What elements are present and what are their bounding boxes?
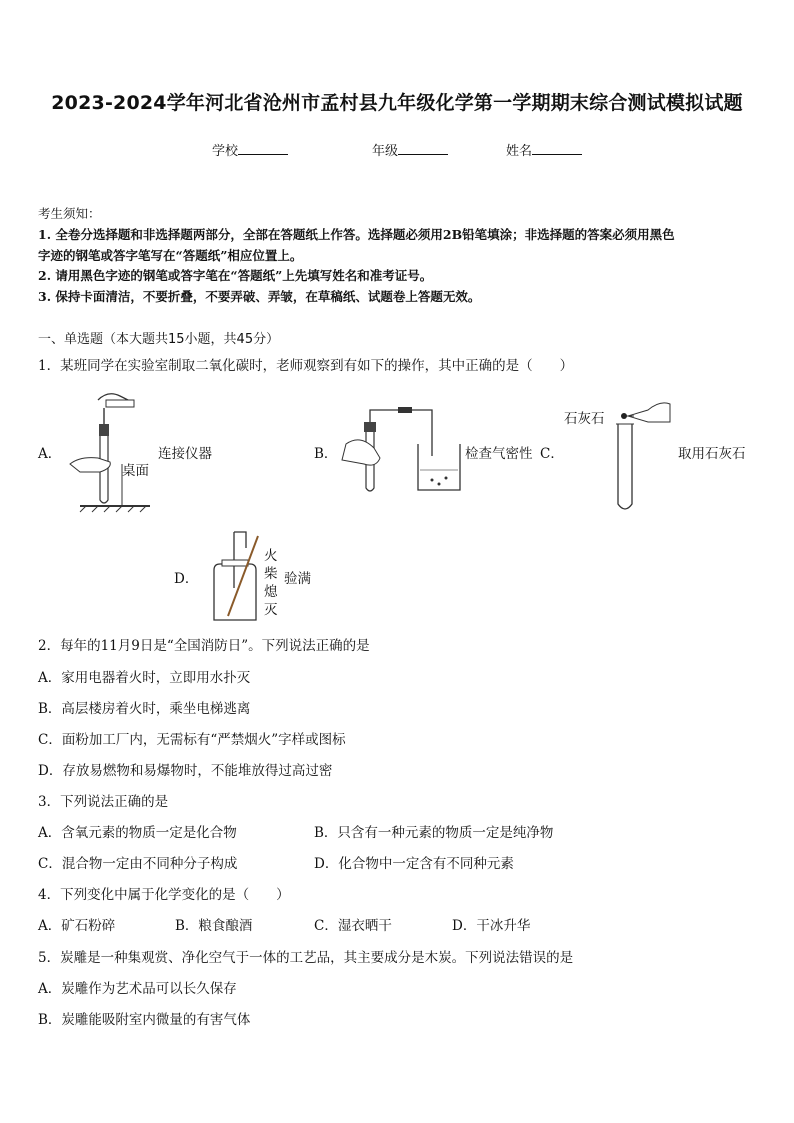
q1-option-b-letter: B．: [314, 446, 338, 462]
q1-a-caption: 连接仪器: [158, 446, 212, 462]
q1-d-match-char-1: 火: [264, 548, 278, 564]
school-blank[interactable]: [238, 142, 288, 155]
school-label: 学校: [212, 144, 239, 159]
q3-option-a: A．含氧元素的物质一定是化合物: [38, 825, 237, 841]
q2-option-b: B．高层楼房着火时，乘坐电梯逃离: [38, 701, 251, 717]
grade-label: 年级: [372, 144, 399, 159]
q5-stem: 5．炭雕是一种集观赏、净化空气于一体的工艺品，其主要成分是木炭。下列说法错误的是: [38, 950, 574, 966]
q1-d-gas-jar-figure: [206, 528, 266, 624]
q1-d-match-label: [264, 547, 278, 619]
notice-line-2: 2. 请用黑色字迹的钢笔或答字笔在“答题纸”上先填写姓名和准考证号。: [38, 268, 433, 283]
notice-line-1a: 1. 全卷分选择题和非选择题两部分，全部在答题纸上作答。选择题必须用2B铅笔填涂；非选择题的答案必须用黑色: [38, 227, 675, 242]
q5-option-a: A．炭雕作为艺术品可以长久保存: [38, 981, 237, 997]
q3-option-c: C．混合物一定由不同种分子构成: [38, 856, 238, 872]
q2-option-d: D．存放易燃物和易爆物时，不能堆放得过高过密: [38, 763, 333, 779]
q1-option-a-letter: A．: [38, 446, 62, 462]
q1-option-d-letter: D．: [174, 571, 199, 587]
q3-option-d: D．化合物中一定含有不同种元素: [314, 856, 514, 872]
section-heading: 一、单选题（本大题共15小题，共45分）: [38, 332, 280, 347]
q4-stem: 4．下列变化中属于化学变化的是（ ）: [38, 887, 290, 903]
q1-b-caption: 检查气密性: [465, 446, 533, 462]
notice-line-3: 3. 保持卡面清洁，不要折叠，不要弄破、弄皱，在草稿纸、试题卷上答题无效。: [38, 289, 481, 304]
q1-a-apparatus-figure: [80, 388, 160, 510]
q3-stem: 3．下列说法正确的是: [38, 794, 169, 810]
q1-c-caption: 取用石灰石: [678, 446, 746, 462]
q1-b-airtightness-figure: [340, 404, 465, 496]
q1-d-match-char-4: 灭: [264, 602, 278, 618]
q2-option-a: A．家用电器着火时，立即用水扑灭: [38, 670, 251, 686]
q1-d-match-char-2: 柴: [264, 566, 278, 582]
notice-heading: 考生须知：: [38, 206, 101, 221]
name-blank[interactable]: [532, 142, 582, 155]
notice-line-1b: 字迹的钢笔或答字笔写在“答题纸”相应位置上。: [38, 248, 303, 263]
page-title: 2023-2024学年河北省沧州市孟村县九年级化学第一学期期末综合测试模拟试题: [51, 92, 743, 114]
name-field: [506, 140, 582, 159]
q1-d-match-char-3: 熄: [264, 584, 278, 600]
q2-option-c: C．面粉加工厂内，无需标有“严禁烟火”字样或图标: [38, 732, 346, 748]
grade-blank[interactable]: [398, 142, 448, 155]
q4-option-d: D．干冰升华: [452, 918, 531, 934]
q1-c-limestone-figure: [604, 396, 676, 514]
school-field: [212, 140, 288, 159]
q3-option-b: B．只含有一种元素的物质一定是纯净物: [314, 825, 554, 841]
q4-option-b: B．粮食酿酒: [175, 918, 253, 934]
q2-stem: 2．每年的11月9日是“全国消防日”。下列说法正确的是: [38, 638, 370, 654]
q4-option-a: A．矿石粉碎: [38, 918, 116, 934]
q1-option-c-letter: C．: [540, 446, 564, 462]
q1-stem: 1．某班同学在实验室制取二氧化碳时，老师观察到有如下的操作，其中正确的是（ ）: [38, 358, 574, 374]
q4-option-c: C．湿衣晒干: [314, 918, 392, 934]
q5-option-b: B．炭雕能吸附室内微量的有害气体: [38, 1012, 251, 1028]
q1-a-desk-label: 桌面: [122, 463, 149, 479]
q1-c-stone-label: 石灰石: [564, 411, 605, 427]
name-label: 姓名: [506, 144, 533, 159]
grade-field: [372, 140, 448, 159]
q1-d-caption: 验满: [284, 571, 311, 587]
